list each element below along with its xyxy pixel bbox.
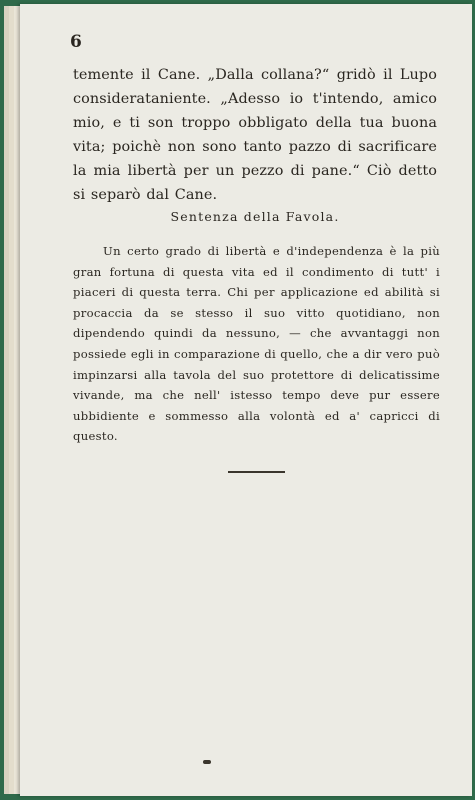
moral-text: Un certo grado di libertà e d'independenza è la più gran fortuna di questa vita ed il condimento di tutt' i piaceri di questa terra. Chi per applicazione ed abilità si procaccia da se stesso il suo vitto quotidiano, non dipendendo quindi da nessuno, — che avvantaggi non possiede egli in comparazione di quello, che a dir vero può impinzarsi alla tavola del suo protettore di delicatissime vivande, ma che nell' istesso tempo deve pur essere ubbidiente e sommesso alla volontà ed a' capricci di questo.: [73, 244, 440, 444]
printer-mark: [203, 760, 211, 764]
page-number: 6: [70, 32, 82, 52]
section-heading: Sentenza della Favola.: [170, 209, 340, 224]
end-rule: [228, 471, 285, 473]
book-page: [20, 4, 472, 796]
story-paragraph: temente il Cane. „Dalla collana?“ gridò il Lupo considerataniente. „Adesso io t'intendo, amico mio, e ti son troppo obbligato della tua buona vita; poichè non sono tanto pazzo di sacrificare la mia libertà per un pezzo di pane.“ Ciò detto si separò dal Cane.: [73, 67, 437, 203]
moral-paragraph: [73, 241, 440, 447]
